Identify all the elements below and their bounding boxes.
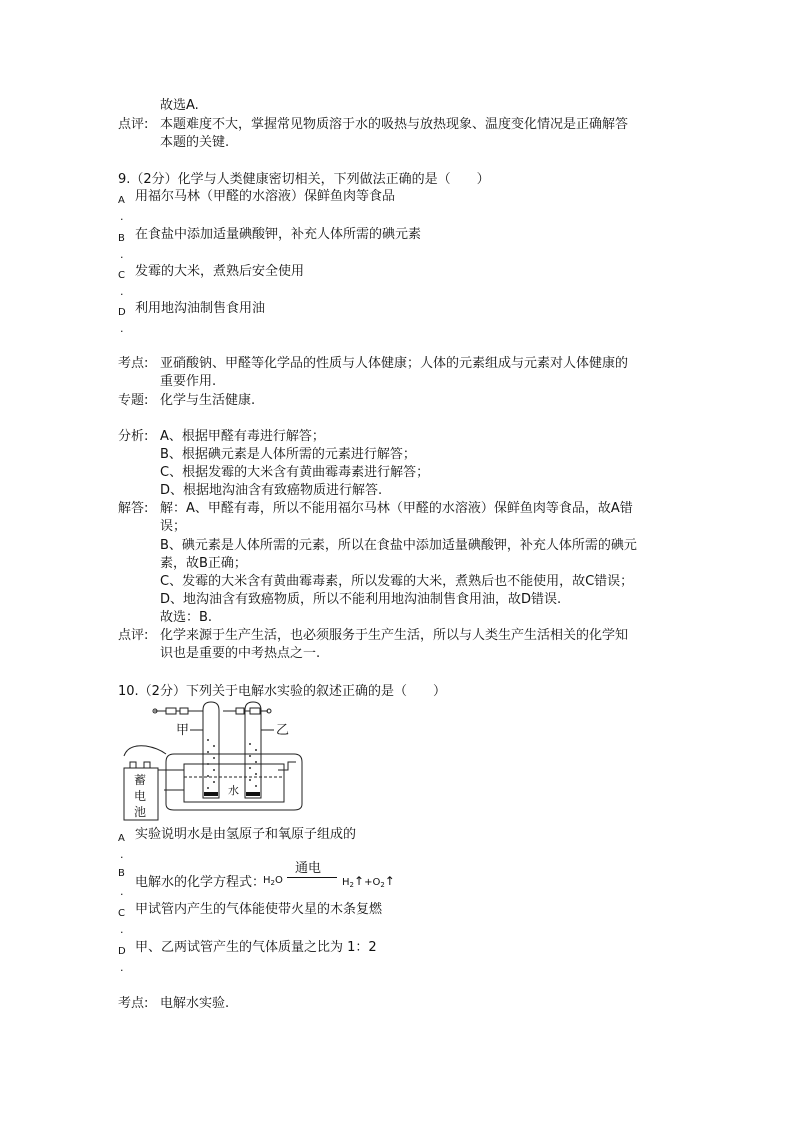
- dianping-line: 化学来源于生产生活，也必须服务于生产生活，所以与人类生产生活相关的化学知: [160, 628, 629, 643]
- option-text: 实验说明水是由氢原子和氧原子组成的: [135, 827, 357, 842]
- jieda-line: 素，故B正确；: [160, 556, 247, 571]
- option-dot: .: [120, 210, 124, 223]
- option-letter: A: [118, 195, 125, 206]
- option-letter: A: [118, 833, 125, 844]
- comment-label: 点评:: [118, 117, 149, 132]
- dianping-label: 点评:: [118, 628, 149, 643]
- option-text: 电解水的化学方程式：: [135, 875, 266, 890]
- fenxi-line: B、根据碘元素是人体所需的元素进行解答；: [160, 447, 416, 462]
- fenxi-label: 分析:: [118, 429, 149, 444]
- jieda-line: 解：A、甲醛有毒，所以不能用福尔马林（甲醛的水溶液）保鲜鱼肉等食品，故A错: [160, 501, 633, 516]
- option-letter: D: [118, 946, 126, 957]
- option-text: 发霉的大米，煮熟后安全使用: [135, 264, 305, 279]
- comment-line: 本题难度不大，掌握常见物质溶于水的吸热与放热现象、温度变化情况是正确解答: [160, 117, 629, 132]
- jieda-line: C、发霉的大米含有黄曲霉毒素，所以发霉的大米，煮熟后也不能使用，故C错误；: [160, 574, 634, 589]
- option-letter: B: [118, 233, 125, 244]
- jieda-label: 解答:: [118, 501, 149, 516]
- fenxi-line: D、根据地沟油含有致癌物质进行解答.: [160, 483, 383, 498]
- option-text: 用福尔马林（甲醛的水溶液）保鲜鱼肉等食品: [135, 189, 396, 204]
- option-dot: .: [120, 848, 124, 861]
- equation-line: [287, 877, 337, 878]
- kaodian-label: 考点:: [118, 356, 149, 371]
- option-letter: C: [118, 270, 125, 281]
- water-label: 水: [228, 784, 239, 797]
- option-dot: .: [120, 322, 124, 335]
- option-dot: .: [120, 248, 124, 261]
- kaodian-line: 亚硝酸钠、甲醛等化学品的性质与人体健康；人体的元素组成与元素对人体健康的: [160, 356, 629, 371]
- battery-char: 池: [134, 805, 147, 819]
- zhuanti-label: 专题:: [118, 393, 149, 408]
- question-10-stem: 10.（2分）下列关于电解水实验的叙述正确的是（ ）: [118, 684, 446, 699]
- option-dot: .: [120, 885, 124, 898]
- equation-condition: 通电: [294, 861, 321, 876]
- option-text: 在食盐中添加适量碘酸钾，补充人体所需的碘元素: [135, 227, 422, 242]
- electrolysis-apparatus-diagram: [118, 700, 318, 822]
- kaodian-label: 考点:: [118, 996, 149, 1011]
- dianping-line: 识也是重要的中考热点之一.: [160, 646, 321, 661]
- jieda-line: 误；: [160, 519, 187, 534]
- kaodian-line: 重要作用.: [160, 374, 217, 389]
- fenxi-line: A、根据甲醛有毒进行解答；: [160, 429, 325, 444]
- zhuanti-text: 化学与生活健康.: [160, 393, 256, 408]
- answer-choice: 故选A.: [160, 98, 199, 113]
- tube-jia-label: 甲: [176, 723, 190, 738]
- battery-char: 电: [134, 789, 147, 803]
- option-letter: B: [118, 868, 125, 879]
- tube-yi-label: 乙: [276, 723, 290, 738]
- question-9-stem: 9.（2分）化学与人类健康密切相关，下列做法正确的是（ ）: [118, 172, 490, 187]
- option-dot: .: [120, 923, 124, 936]
- jieda-line: B、碘元素是人体所需的元素，所以在食盐中添加适量碘酸钾，补充人体所需的碘元: [160, 538, 637, 553]
- equation-reactant: $H_2O$: [263, 875, 283, 887]
- option-text: 甲试管内产生的气体能使带火星的木条复燃: [135, 902, 383, 917]
- option-dot: .: [120, 285, 124, 298]
- option-letter: C: [118, 908, 125, 919]
- option-text: 甲、乙两试管产生的气体质量之比为 1：2: [135, 940, 377, 955]
- option-text: 利用地沟油制售食用油: [135, 301, 266, 316]
- jieda-line: 故选：B.: [160, 610, 213, 625]
- jieda-line: D、地沟油含有致癌物质，所以不能利用地沟油制售食用油，故D错误.: [160, 592, 562, 607]
- equation-products: $H_2↑+O_2↑$: [342, 874, 395, 889]
- kaodian-text: 电解水实验.: [160, 996, 230, 1011]
- option-letter: D: [118, 307, 126, 318]
- fenxi-line: C、根据发霉的大米含有黄曲霉毒素进行解答；: [160, 465, 430, 480]
- comment-line: 本题的关键.: [160, 135, 230, 150]
- battery-char: 蓄: [134, 773, 147, 787]
- option-dot: .: [120, 961, 124, 974]
